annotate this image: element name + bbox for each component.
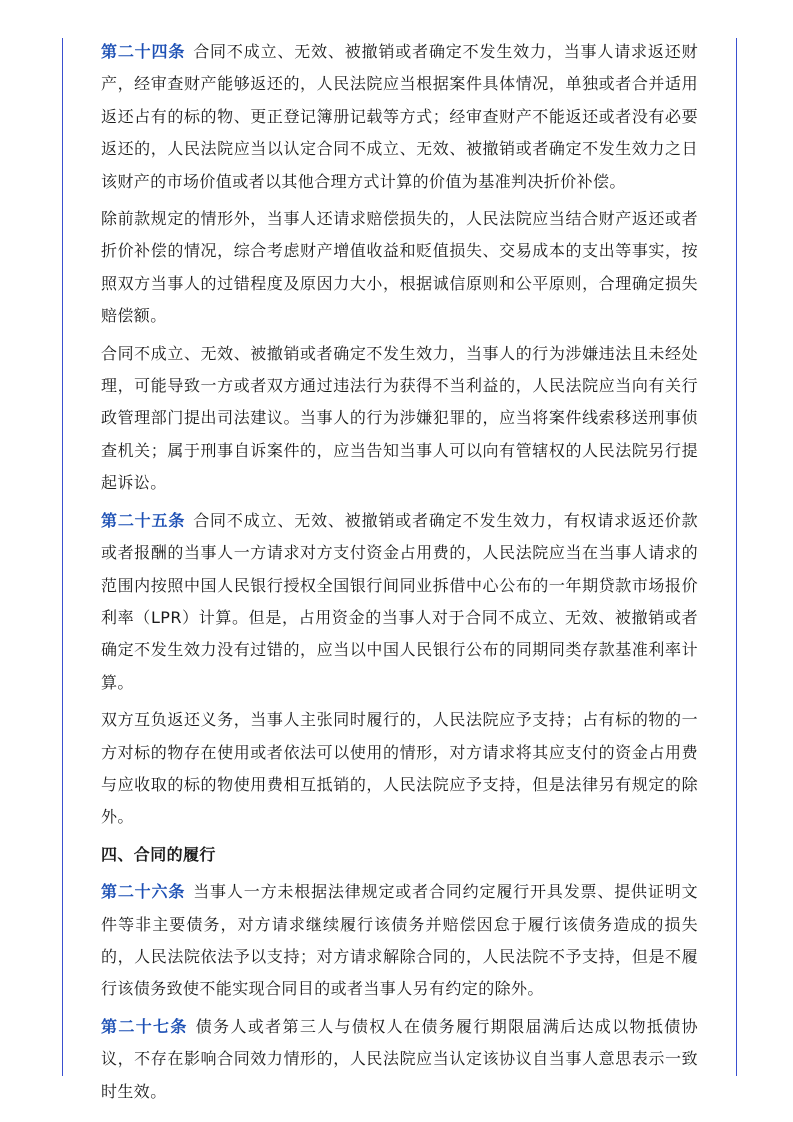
article-label: 第二十七条 bbox=[101, 1016, 188, 1036]
document-body bbox=[101, 36, 698, 1113]
article-label: 第二十四条 bbox=[101, 42, 186, 61]
article-27-paragraph bbox=[101, 1011, 698, 1108]
paragraph-text: 双方互负返还义务，当事人主张同时履行的，人民法院应予支持；占有标的物的一方对标的物存在使用或者依法可以使用的情形，对方请求将其应支付的资金占用费与应收取的标的物使用费相互抵销的，人民法院应予支持，但是法律另有规定的除外。 bbox=[101, 710, 698, 827]
paragraph-text: 合同不成立、无效、被撤销或者确定不发生效力，当事人的行为涉嫌违法且未经处理，可能导致一方或者双方通过违法行为获得不当利益的，人民法院应当向有关行政管理部门提出司法建议。当事人的行为涉嫌犯罪的，应当将案件线索移送刑事侦查机关；属于刑事自诉案件的，应当告知当事人可以向有管辖权的人民法院另行提起诉讼。 bbox=[101, 343, 698, 493]
paragraph-text: 合同不成立、无效、被撤销或者确定不发生效力，有权请求返还价款或者报酬的当事人一方请求对方支付资金占用费的，人民法院应当在当事人请求的范围内按照中国人民银行授权全国银行间同业拆借中心公布的一年期贷款市场报价利率（LPR）计算。但是，占用资金的当事人对于合同不成立、无效、被撤销或者确定不发生效力没有过错的，应当以中国人民银行公布的同期同类存款基准利率计算。 bbox=[101, 510, 698, 692]
article-25-paragraph-2 bbox=[101, 704, 698, 834]
paragraph-text: 合同不成立、无效、被撤销或者确定不发生效力，当事人请求返还财产，经审查财产能够返还的，人民法院应当根据案件具体情况，单独或者合并适用返还占有的标的物、更正登记簿册记载等方式；经审查财产不能返还或者没有必要返还的，人民法院应当以认定合同不成立、无效、被撤销或者确定不发生效力之日该财产的市场价值或者以其他合理方式计算的价值为基准判决折价补偿。 bbox=[101, 42, 698, 191]
article-label: 第二十五条 bbox=[101, 510, 186, 530]
right-margin-rule bbox=[736, 38, 737, 1076]
article-26-paragraph bbox=[101, 876, 698, 1006]
article-24-paragraph-1 bbox=[101, 36, 698, 198]
paragraph-text: 债务人或者第三人与债权人在债务履行期限届满后达成以物抵债协议，不存在影响合同效力情形的，人民法院应当认定该协议自当事人意思表示一致时生效。 bbox=[101, 1016, 698, 1101]
article-24-paragraph-2 bbox=[101, 203, 698, 333]
article-label: 第二十六条 bbox=[101, 882, 186, 902]
paragraph-text: 除前款规定的情形外，当事人还请求赔偿损失的，人民法院应当结合财产返还或者折价补偿的情况，综合考虑财产增值收益和贬值损失、交易成本的支出等事实，按照双方当事人的过错程度及原因力大小，根据诚信原则和公平原则，合理确定损失赔偿额。 bbox=[101, 209, 698, 326]
paragraph-text: 当事人一方未根据法律规定或者合同约定履行开具发票、提供证明文件等非主要债务，对方请求继续履行该债务并赔偿因怠于履行该债务造成的损失的，人民法院依法予以支持；对方请求解除合同的，人民法院不予支持，但是不履行该债务致使不能实现合同目的或者当事人另有约定的除外。 bbox=[101, 882, 698, 999]
article-24-paragraph-3 bbox=[101, 338, 698, 500]
section-heading: 四、合同的履行 bbox=[101, 844, 216, 864]
left-margin-rule bbox=[62, 38, 63, 1076]
article-25-paragraph-1 bbox=[101, 505, 698, 699]
